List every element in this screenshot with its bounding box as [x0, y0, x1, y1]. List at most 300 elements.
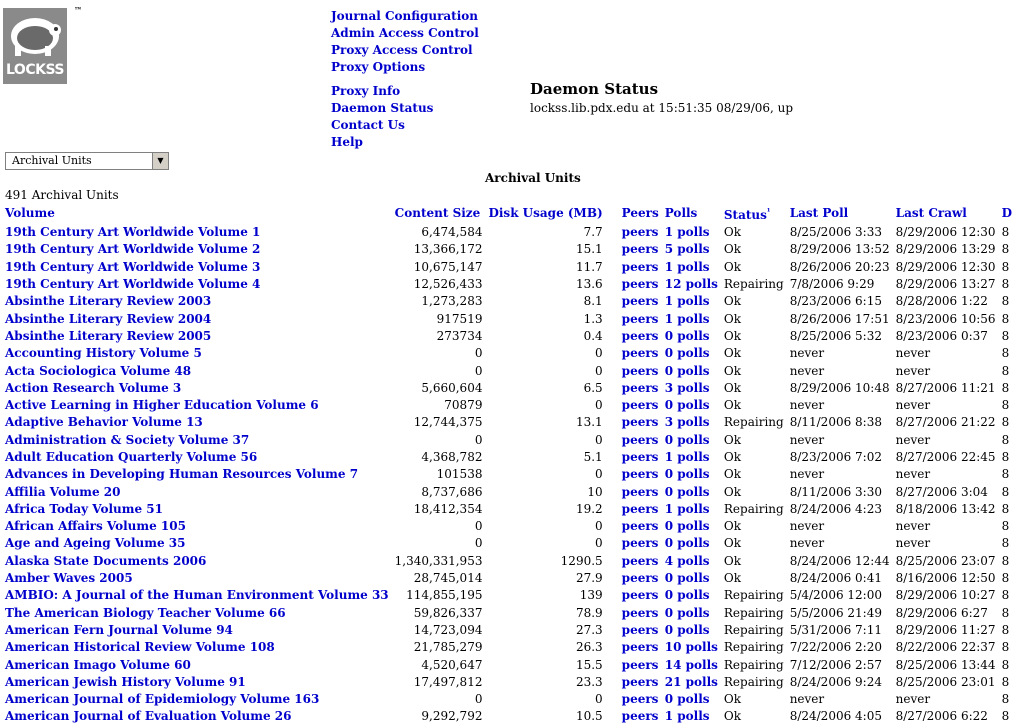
last-poll: 8/25/2006 3:33: [789, 225, 882, 240]
last-poll: 8/26/2006 17:51: [789, 311, 890, 326]
content-size: 10,675,147: [413, 259, 483, 274]
last-poll: 8/29/2006 10:48: [789, 380, 890, 395]
table-row: [2, 224, 1015, 241]
truncated-cell: 8: [1001, 328, 1010, 343]
volume-link[interactable]: AMBIO: A Journal of the Human Environment Volume 33: [5, 588, 389, 603]
table-row: [2, 708, 1015, 725]
truncated-cell: 8: [1001, 622, 1010, 637]
disk-usage: 0: [595, 363, 603, 378]
last-poll: 8/23/2006 7:02: [789, 450, 882, 464]
disk-usage: 0: [595, 432, 603, 447]
peers-link[interactable]: peers: [621, 346, 659, 361]
disk-usage: 0: [595, 519, 603, 534]
status-table-select[interactable]: [5, 152, 169, 170]
truncated-cell: 8: [1001, 674, 1010, 689]
volume-link[interactable]: Absinthe Literary Review 2004: [5, 311, 212, 326]
volume-link[interactable]: Affilia Volume 20: [5, 484, 121, 499]
peers-link[interactable]: peers: [621, 519, 659, 534]
polls-link[interactable]: 1 polls: [664, 311, 710, 326]
last-crawl: 8/27/2006 21:22: [895, 415, 996, 430]
col-disk-usage[interactable]: Disk Usage (MB): [488, 206, 603, 220]
volume-link[interactable]: Action Research Volume 3: [5, 380, 182, 395]
status-value: Ok: [723, 692, 741, 707]
disk-usage: 0: [595, 467, 603, 482]
volume-link[interactable]: The American Biology Teacher Volume 66: [5, 605, 286, 620]
truncated-cell: 8: [1001, 398, 1010, 413]
volume-link[interactable]: Absinthe Literary Review 2005: [5, 328, 212, 343]
last-crawl: 8/22/2006 22:37: [895, 640, 996, 655]
disk-usage: 1290.5: [560, 553, 603, 568]
disk-usage: 19.2: [575, 501, 603, 516]
table-row: [2, 449, 1015, 466]
disk-usage: 27.3: [575, 622, 603, 637]
truncated-cell: 8: [1001, 380, 1010, 395]
polls-link[interactable]: 0 polls: [664, 484, 710, 499]
chevron-down-icon[interactable]: ▼: [152, 153, 168, 169]
last-poll: 8/24/2006 0:41: [789, 571, 882, 586]
last-poll: 7/12/2006 2:57: [789, 657, 882, 672]
col-peers[interactable]: Peers: [621, 206, 659, 220]
content-size: 0: [474, 346, 483, 361]
status-value: Ok: [723, 346, 741, 361]
last-crawl: 8/25/2006 23:01: [895, 674, 996, 689]
status-value: Ok: [723, 467, 741, 482]
table-row: [2, 241, 1015, 258]
last-crawl: never: [895, 346, 931, 361]
table-row: [2, 397, 1015, 414]
volume-link[interactable]: African Affairs Volume 105: [5, 519, 186, 534]
nav-daemon-status[interactable]: Daemon Status: [331, 101, 434, 115]
last-crawl: 8/29/2006 13:29: [895, 242, 996, 257]
content-size: 28,745,014: [413, 571, 483, 586]
last-crawl: 8/23/2006 0:37: [895, 328, 988, 343]
last-crawl: never: [895, 432, 931, 447]
volume-link[interactable]: Adult Education Quarterly Volume 56: [5, 450, 258, 464]
polls-link[interactable]: 0 polls: [664, 363, 710, 378]
disk-usage: 10.5: [575, 709, 603, 724]
last-poll: 7/22/2006 2:20: [789, 640, 882, 655]
table-row: [2, 674, 1015, 691]
last-crawl: never: [895, 692, 931, 707]
peers-link[interactable]: peers: [621, 553, 659, 568]
truncated-cell: 8: [1001, 571, 1010, 586]
polls-link[interactable]: 1 polls: [664, 294, 710, 309]
status-value: Repairing: [723, 501, 784, 516]
table-row: [2, 328, 1015, 345]
status-value: Ok: [723, 484, 741, 499]
col-status-label: Status: [723, 208, 767, 222]
nav-proxy-info[interactable]: Proxy Info: [331, 84, 401, 98]
status-value: Ok: [723, 432, 741, 447]
nav-admin-access-control[interactable]: Admin Access Control: [331, 26, 479, 40]
polls-link[interactable]: 0 polls: [664, 328, 710, 343]
truncated-cell: 8: [1001, 553, 1010, 568]
volume-link[interactable]: American Journal of Epidemiology Volume 163: [5, 692, 320, 707]
status-value: Repairing: [723, 277, 784, 292]
last-poll: never: [789, 519, 825, 534]
table-row: [2, 518, 1015, 535]
status-footnote-marker: ¹: [766, 206, 771, 216]
disk-usage: 1.3: [583, 311, 603, 326]
truncated-cell: 8: [1001, 588, 1010, 603]
col-last-crawl[interactable]: Last Crawl: [895, 206, 967, 220]
content-size: 17,497,812: [413, 674, 483, 689]
table-row: [2, 570, 1015, 587]
disk-usage: 6.5: [583, 380, 603, 395]
table-row: [2, 656, 1015, 673]
last-crawl: 8/25/2006 13:44: [895, 657, 996, 672]
truncated-cell: 8: [1001, 709, 1010, 724]
disk-usage: 11.7: [575, 259, 603, 274]
disk-usage: 0: [595, 536, 603, 551]
volume-link[interactable]: 19th Century Art Worldwide Volume 4: [5, 277, 261, 292]
status-value: Repairing: [723, 657, 784, 672]
peers-link[interactable]: peers: [621, 277, 659, 292]
truncated-cell: 8: [1001, 450, 1010, 464]
truncated-cell: 8: [1001, 277, 1010, 292]
nav-proxy-options[interactable]: Proxy Options: [331, 60, 426, 74]
peers-link[interactable]: peers: [621, 709, 659, 724]
table-row: [2, 380, 1015, 397]
polls-link[interactable]: 1 polls: [664, 709, 710, 724]
volume-link[interactable]: Africa Today Volume 51: [5, 501, 163, 516]
truncated-cell: 8: [1001, 605, 1010, 620]
volume-link[interactable]: American Fern Journal Volume 94: [5, 622, 233, 637]
peers-link[interactable]: peers: [621, 450, 659, 464]
peers-link[interactable]: peers: [621, 622, 659, 637]
disk-usage: 7.7: [583, 225, 603, 240]
truncated-cell: 8: [1001, 519, 1010, 534]
peers-link[interactable]: peers: [621, 398, 659, 413]
disk-usage: 0.4: [583, 328, 603, 343]
truncated-cell: 8: [1001, 259, 1010, 274]
table-body: [2, 224, 1015, 726]
table-row: [2, 276, 1015, 293]
status-value: Ok: [723, 553, 741, 568]
status-value: Ok: [723, 242, 741, 257]
volume-link[interactable]: Administration & Society Volume 37: [5, 432, 250, 447]
last-poll: never: [789, 536, 825, 551]
disk-usage: 139: [579, 588, 603, 603]
table-row: [2, 432, 1015, 449]
last-poll: never: [789, 467, 825, 482]
col-status[interactable]: [721, 203, 787, 224]
truncated-cell: 8: [1001, 242, 1010, 257]
volume-link[interactable]: Active Learning in Higher Education Volume 6: [5, 398, 319, 413]
volume-link[interactable]: Age and Ageing Volume 35: [5, 536, 186, 551]
volume-link[interactable]: Advances in Developing Human Resources Volume 7: [5, 467, 359, 482]
lockss-logo: [3, 8, 67, 84]
table-row: [2, 622, 1015, 639]
nav-group-info: [331, 84, 433, 152]
last-poll: 8/26/2006 20:23: [789, 259, 890, 274]
peers-link[interactable]: peers: [621, 415, 659, 430]
last-poll: 8/11/2006 3:30: [789, 484, 882, 499]
status-value: Ok: [723, 380, 741, 395]
content-size: 4,520,647: [421, 657, 483, 672]
content-size: 5,660,604: [421, 380, 483, 395]
volume-link[interactable]: 19th Century Art Worldwide Volume 1: [5, 225, 261, 240]
status-value: Repairing: [723, 622, 784, 637]
status-value: Repairing: [723, 415, 784, 430]
last-crawl: 8/28/2006 1:22: [895, 294, 988, 309]
table-row: [2, 345, 1015, 362]
last-poll: 8/11/2006 8:38: [789, 415, 882, 430]
last-crawl: 8/18/2006 13:42: [895, 501, 996, 516]
volume-link[interactable]: Accounting History Volume 5: [5, 346, 202, 361]
truncated-cell: 8: [1001, 225, 1010, 240]
disk-usage: 15.1: [575, 242, 603, 257]
last-crawl: 8/29/2006 12:30: [895, 225, 996, 240]
nav-group-config: [331, 9, 479, 77]
content-size: 9,292,792: [421, 709, 483, 724]
peers-link[interactable]: peers: [621, 328, 659, 343]
disk-usage: 23.3: [575, 674, 603, 689]
last-crawl: 8/27/2006 11:21: [895, 380, 996, 395]
last-poll: 8/24/2006 9:24: [789, 674, 882, 689]
last-crawl: 8/29/2006 10:27: [895, 588, 996, 603]
table-row: [2, 691, 1015, 708]
polls-link[interactable]: 0 polls: [664, 692, 710, 707]
content-size: 0: [474, 363, 483, 378]
table-row: [2, 293, 1015, 310]
last-crawl: 8/29/2006 13:27: [895, 277, 996, 292]
table-row: [2, 605, 1015, 622]
truncated-cell: 8: [1001, 363, 1010, 378]
last-poll: never: [789, 398, 825, 413]
peers-link[interactable]: peers: [621, 432, 659, 447]
volume-link[interactable]: 19th Century Art Worldwide Volume 3: [5, 259, 261, 274]
last-crawl: 8/27/2006 6:22: [895, 709, 988, 724]
last-poll: 8/29/2006 13:52: [789, 242, 890, 257]
volume-link[interactable]: Adaptive Behavior Volume 13: [5, 415, 203, 430]
peers-link[interactable]: peers: [621, 640, 659, 655]
status-value: Ok: [723, 311, 741, 326]
nav-help[interactable]: Help: [331, 135, 363, 149]
au-count: 491 Archival Units: [5, 188, 119, 202]
truncated-cell: 8: [1001, 484, 1010, 499]
nav-journal-configuration[interactable]: Journal Configuration: [331, 9, 479, 23]
peers-link[interactable]: peers: [621, 657, 659, 672]
last-crawl: 8/29/2006 12:30: [895, 259, 996, 274]
content-size: 21,785,279: [413, 640, 483, 655]
status-value: Repairing: [723, 674, 784, 689]
polls-link[interactable]: 3 polls: [664, 380, 710, 395]
polls-link[interactable]: 0 polls: [664, 605, 710, 620]
content-size: 273734: [436, 328, 483, 343]
polls-link[interactable]: 0 polls: [664, 622, 710, 637]
polls-link[interactable]: 0 polls: [664, 588, 710, 603]
polls-link[interactable]: 0 polls: [664, 432, 710, 447]
col-content-size[interactable]: Content Size: [394, 206, 481, 220]
peers-link[interactable]: peers: [621, 311, 659, 326]
content-size: 0: [474, 536, 483, 551]
polls-link[interactable]: 0 polls: [664, 467, 710, 482]
last-crawl: 8/27/2006 22:45: [895, 450, 996, 464]
last-crawl: 8/16/2006 12:50: [895, 571, 996, 586]
polls-link[interactable]: 1 polls: [664, 259, 710, 274]
peers-link[interactable]: peers: [621, 605, 659, 620]
peers-link[interactable]: peers: [621, 501, 659, 516]
volume-link[interactable]: American Jewish History Volume 91: [5, 674, 246, 689]
truncated-cell: 8: [1001, 692, 1010, 707]
disk-usage: 0: [595, 346, 603, 361]
content-size: 0: [474, 519, 483, 534]
polls-link[interactable]: 1 polls: [664, 225, 710, 240]
truncated-cell: 8: [1001, 432, 1010, 447]
peers-link[interactable]: peers: [621, 692, 659, 707]
table-row: [2, 414, 1015, 431]
status-value: Ok: [723, 328, 741, 343]
last-poll: never: [789, 432, 825, 447]
polls-link[interactable]: 1 polls: [664, 450, 710, 464]
disk-usage: 78.9: [575, 605, 603, 620]
volume-link[interactable]: American Historical Review Volume 108: [5, 640, 275, 655]
peers-link[interactable]: peers: [621, 363, 659, 378]
last-poll: 5/31/2006 7:11: [789, 622, 882, 637]
status-value: Ok: [723, 709, 741, 724]
polls-link[interactable]: 1 polls: [664, 501, 710, 516]
content-size: 8,737,686: [421, 484, 483, 499]
peers-link[interactable]: peers: [621, 674, 659, 689]
polls-link[interactable]: 0 polls: [664, 519, 710, 534]
volume-link[interactable]: American Journal of Evaluation Volume 26: [5, 709, 292, 724]
status-value: Ok: [723, 519, 741, 534]
peers-link[interactable]: peers: [621, 380, 659, 395]
peers-link[interactable]: peers: [621, 536, 659, 551]
content-size: 1,273,283: [421, 294, 483, 309]
status-value: Ok: [723, 571, 741, 586]
polls-link[interactable]: 5 polls: [664, 242, 710, 257]
peers-link[interactable]: peers: [621, 259, 659, 274]
peers-link[interactable]: peers: [621, 484, 659, 499]
peers-link[interactable]: peers: [621, 294, 659, 309]
last-poll: never: [789, 692, 825, 707]
content-size: 12,526,433: [413, 277, 483, 292]
disk-usage: 26.3: [575, 640, 603, 655]
last-poll: 8/24/2006 4:05: [789, 709, 882, 724]
status-value: Repairing: [723, 588, 784, 603]
table-row: [2, 362, 1015, 379]
content-size: 14,723,094: [413, 622, 483, 637]
polls-link[interactable]: 0 polls: [664, 536, 710, 551]
truncated-cell: 8: [1001, 294, 1010, 309]
section-title: Archival Units: [485, 171, 581, 185]
disk-usage: 5.1: [583, 450, 603, 464]
disk-usage: 15.5: [575, 657, 603, 672]
volume-link[interactable]: Amber Waves 2005: [5, 571, 133, 586]
peers-link[interactable]: peers: [621, 242, 659, 257]
last-crawl: 8/25/2006 23:07: [895, 553, 996, 568]
truncated-cell: 8: [1001, 657, 1010, 672]
peers-link[interactable]: peers: [621, 225, 659, 240]
last-crawl: 8/23/2006 10:56: [895, 311, 996, 326]
content-size: 101538: [436, 467, 483, 482]
polls-link[interactable]: 4 polls: [664, 553, 710, 568]
col-last-poll[interactable]: Last Poll: [789, 206, 849, 220]
archival-units-table: [2, 203, 1015, 726]
last-poll: never: [789, 346, 825, 361]
status-value: Ok: [723, 450, 741, 464]
last-crawl: 8/29/2006 11:27: [895, 622, 996, 637]
volume-link[interactable]: Absinthe Literary Review 2003: [5, 294, 212, 309]
last-poll: 5/5/2006 21:49: [789, 605, 882, 620]
last-crawl: never: [895, 519, 931, 534]
table-row: [2, 483, 1015, 500]
last-crawl: never: [895, 363, 931, 378]
last-poll: 5/4/2006 12:00: [789, 588, 882, 603]
status-value: Ok: [723, 363, 741, 378]
table-row: [2, 553, 1015, 570]
last-poll: 8/25/2006 5:32: [789, 328, 882, 343]
content-size: 1,340,331,953: [394, 553, 483, 568]
volume-link[interactable]: 19th Century Art Worldwide Volume 2: [5, 242, 261, 257]
col-polls[interactable]: Polls: [664, 206, 698, 220]
table-row: [2, 259, 1015, 276]
truncated-cell: 8: [1001, 346, 1010, 361]
polls-link[interactable]: 10 polls: [664, 640, 718, 655]
col-truncated: D: [1001, 206, 1012, 220]
content-size: 18,412,354: [413, 501, 483, 516]
truncated-cell: 8: [1001, 311, 1010, 326]
status-value: Ok: [723, 225, 741, 240]
polls-link[interactable]: 21 polls: [664, 674, 718, 689]
status-value: Ok: [723, 259, 741, 274]
polls-link[interactable]: 0 polls: [664, 346, 710, 361]
truncated-cell: 8: [1001, 467, 1010, 482]
last-poll: 8/24/2006 12:44: [789, 553, 890, 568]
content-size: 0: [474, 692, 483, 707]
status-value: Ok: [723, 398, 741, 413]
volume-link[interactable]: Alaska State Documents 2006: [5, 553, 207, 568]
last-poll: 8/24/2006 4:23: [789, 501, 882, 516]
content-size: 13,366,172: [413, 242, 483, 257]
polls-link[interactable]: 0 polls: [664, 398, 710, 413]
table-row: [2, 466, 1015, 483]
last-poll: 7/8/2006 9:29: [789, 277, 875, 292]
last-poll: 8/23/2006 6:15: [789, 294, 882, 309]
polls-link[interactable]: 0 polls: [664, 571, 710, 586]
nav-proxy-access-control[interactable]: Proxy Access Control: [331, 43, 473, 57]
polls-link[interactable]: 3 polls: [664, 415, 710, 430]
polls-link[interactable]: 14 polls: [664, 657, 718, 672]
table-row: [2, 501, 1015, 518]
peers-link[interactable]: peers: [621, 571, 659, 586]
nav-contact-us[interactable]: Contact Us: [331, 118, 405, 132]
content-size: 0: [474, 432, 483, 447]
volume-link[interactable]: American Imago Volume 60: [5, 657, 191, 672]
polls-link[interactable]: 12 polls: [664, 277, 718, 292]
last-crawl: 8/29/2006 6:27: [895, 605, 988, 620]
status-value: Ok: [723, 294, 741, 309]
truncated-cell: 8: [1001, 501, 1010, 516]
disk-usage: 27.9: [575, 571, 603, 586]
truncated-cell: 8: [1001, 536, 1010, 551]
host-status-line: lockss.lib.pdx.edu at 15:51:35 08/29/06, up: [530, 101, 794, 115]
table-row: [2, 535, 1015, 552]
status-value: Repairing: [723, 640, 784, 655]
volume-link[interactable]: Acta Sociologica Volume 48: [5, 363, 192, 378]
disk-usage: 0: [595, 692, 603, 707]
content-size: 70879: [444, 398, 483, 413]
truncated-cell: 8: [1001, 415, 1010, 430]
col-volume[interactable]: Volume: [5, 206, 55, 220]
disk-usage: 13.1: [575, 415, 603, 430]
peers-link[interactable]: peers: [621, 588, 659, 603]
peers-link[interactable]: peers: [621, 467, 659, 482]
trademark-symbol: ™: [74, 5, 82, 15]
disk-usage: 0: [595, 398, 603, 413]
